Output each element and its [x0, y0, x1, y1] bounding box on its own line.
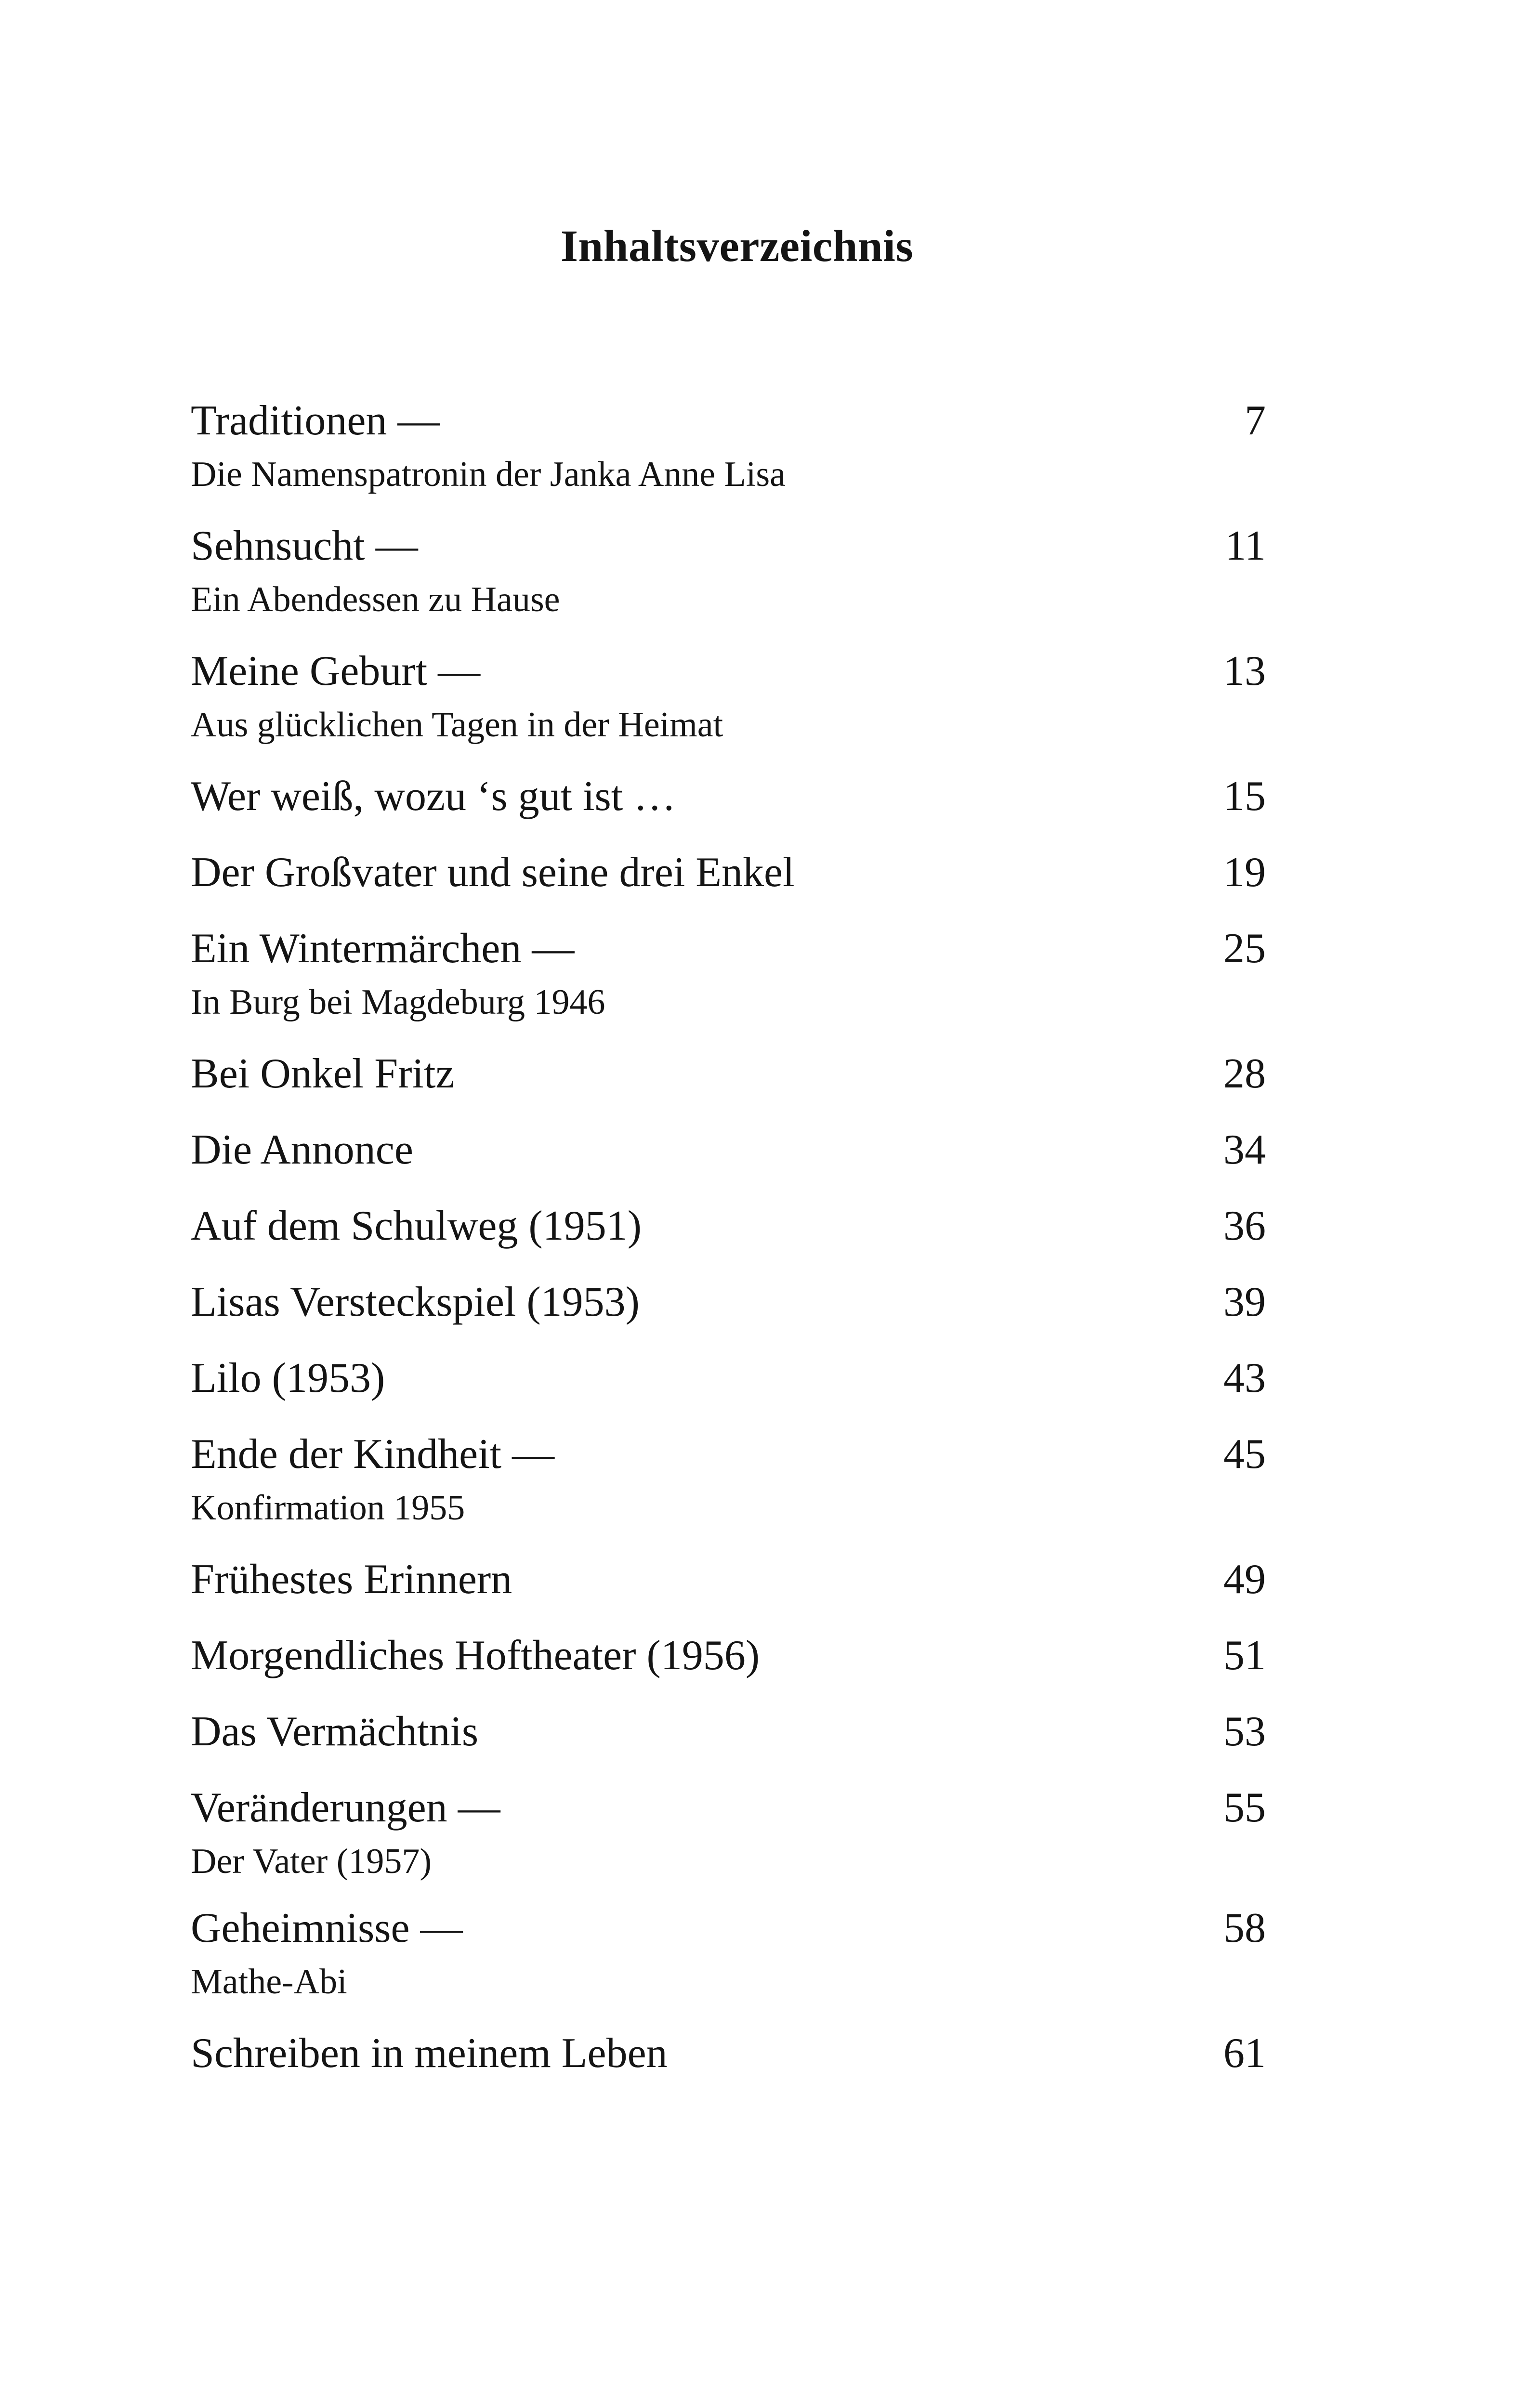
- toc-entry-title: Auf dem Schulweg (1951): [191, 1203, 642, 1249]
- toc-entry-title: Ein Wintermärchen —: [191, 925, 575, 972]
- toc-entry-page: 49: [1223, 1556, 1266, 1603]
- toc-entry-subtitle: Mathe-Abi: [191, 1962, 347, 2002]
- toc-entry: [191, 525, 1266, 617]
- toc-entry-subtitle: Die Namenspatronin der Janka Anne Lisa: [191, 455, 786, 494]
- toc-entry-title: Wer weiß, wozu ‘s gut ist …: [191, 773, 676, 820]
- toc-entry-title: Das Vermächtnis: [191, 1708, 479, 1755]
- toc-entry-page: 51: [1223, 1632, 1266, 1679]
- toc-entry: [191, 650, 1266, 743]
- toc-entry-subtitle: Der Vater (1957): [191, 1842, 432, 1881]
- toc-entry-page: 13: [1223, 648, 1266, 694]
- toc-entry: [191, 1357, 1266, 1400]
- toc-entry: [191, 2032, 1266, 2075]
- toc-entry: [191, 1205, 1266, 1247]
- toc-entry-subtitle: Ein Abendessen zu Hause: [191, 580, 560, 619]
- toc-entry-page: 11: [1225, 523, 1266, 569]
- toc-entry-title: Der Großvater und seine drei Enkel: [191, 849, 795, 896]
- toc-entry-title: Veränderungen —: [191, 1784, 500, 1831]
- toc-entry: [191, 1632, 1266, 1679]
- toc-entry: [191, 1784, 1266, 1881]
- toc-entry: [191, 397, 1266, 494]
- toc-entry-title: Die Annonce: [191, 1126, 413, 1173]
- toc-entry-page: 61: [1223, 2030, 1266, 2077]
- toc-entry: [191, 1433, 1266, 1526]
- toc-entry-page: 19: [1223, 849, 1266, 896]
- toc-entry-title: Schreiben in meinem Leben: [191, 2030, 668, 2077]
- toc-entry: [191, 1126, 1266, 1173]
- toc-entry-page: 36: [1223, 1203, 1266, 1249]
- toc-entry-page: 28: [1223, 1050, 1266, 1097]
- toc-entry-page: 7: [1245, 397, 1266, 444]
- toc-entry-page: 53: [1223, 1708, 1266, 1755]
- toc-entry: [191, 925, 1266, 1022]
- toc-entry: [191, 1050, 1266, 1097]
- toc-entry: [191, 1281, 1266, 1323]
- toc-entry-subtitle: Konfirmation 1955: [191, 1488, 465, 1528]
- toc-entry-title: Morgendliches Hoftheater (1956): [191, 1632, 760, 1679]
- toc-entry-page: 55: [1223, 1784, 1266, 1831]
- toc-entry-title: Ende der Kindheit —: [191, 1431, 555, 1478]
- toc-entry-subtitle: In Burg bei Magdeburg 1946: [191, 982, 605, 1022]
- toc-entry-page: 15: [1223, 773, 1266, 820]
- toc-entry-page: 25: [1223, 925, 1266, 972]
- page-title: Inhaltsverzeichnis: [560, 222, 914, 271]
- toc-entry: [191, 1558, 1266, 1601]
- toc-entry-title: Geheimnisse —: [191, 1905, 463, 1951]
- toc-entry-page: 43: [1223, 1355, 1266, 1401]
- toc-entry: [191, 1907, 1266, 2000]
- toc-entry: [191, 851, 1266, 894]
- toc-entry-page: 39: [1223, 1279, 1266, 1325]
- toc-entry-title: Meine Geburt —: [191, 648, 481, 694]
- toc-entry-title: Bei Onkel Fritz: [191, 1050, 455, 1097]
- toc-entry-title: Traditionen —: [191, 397, 440, 444]
- toc-entry-page: 45: [1223, 1431, 1266, 1478]
- toc-entry-page: 58: [1223, 1905, 1266, 1951]
- toc-entry: [191, 1708, 1266, 1755]
- toc-entry-title: Lilo (1953): [191, 1355, 385, 1401]
- toc-entry-subtitle: Aus glücklichen Tagen in der Heimat: [191, 705, 723, 745]
- toc-entry-title: Sehnsucht —: [191, 523, 418, 569]
- toc-entry: [191, 775, 1266, 818]
- toc-entry-page: 34: [1223, 1126, 1266, 1173]
- toc-entry-title: Frühestes Erinnern: [191, 1556, 512, 1603]
- toc-entry-title: Lisas Versteckspiel (1953): [191, 1279, 640, 1325]
